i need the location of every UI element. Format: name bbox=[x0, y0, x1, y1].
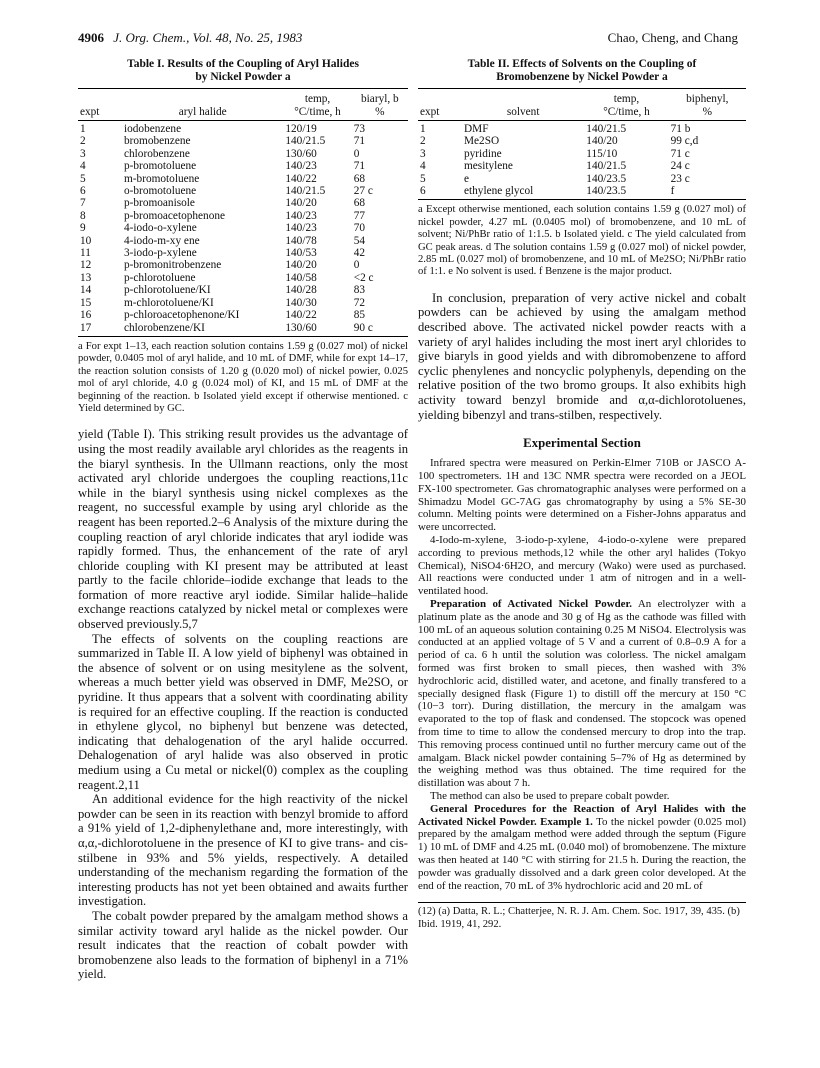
table2-col-yield: % bbox=[669, 106, 746, 121]
table2-cell-temp: 140/21.5 bbox=[586, 123, 627, 135]
table1-cell-temp: 120/19 bbox=[285, 123, 317, 135]
table-row bbox=[78, 297, 408, 309]
table1-cell-yield: 83 bbox=[353, 284, 365, 297]
table1-cell-yield: 77 bbox=[353, 209, 365, 222]
table2-cell-yield: f bbox=[669, 185, 746, 200]
table-row bbox=[418, 173, 746, 185]
table1-col-halide: aryl halide bbox=[122, 106, 283, 121]
table1-cell-temp: 140/28 bbox=[285, 284, 317, 297]
table1-cell-expt: 6 bbox=[80, 185, 86, 198]
table2-cell-temp: 140/23.5 bbox=[584, 185, 668, 200]
table1-cell-yield: 68 bbox=[353, 172, 365, 185]
table1-cell-temp: 140/78 bbox=[285, 234, 317, 247]
table1-cell-temp: 140/21.5 bbox=[285, 185, 326, 198]
table1-cell-halide: m-chlorotoluene/KI bbox=[124, 296, 214, 309]
table2-cell-yield: 99 c,d bbox=[670, 135, 699, 148]
table1-col-expt: expt bbox=[78, 106, 122, 121]
table1-cell-expt: 9 bbox=[80, 222, 86, 235]
table2-col-solvent: solvent bbox=[462, 106, 584, 121]
table1-cell-halide: m-bromotoluene bbox=[124, 172, 200, 185]
table-row bbox=[418, 121, 746, 136]
table-row bbox=[78, 197, 408, 209]
paragraph: In conclusion, preparation of very active nickel and cobalt powders can be achieved by using the amalgam method described above. The activated nickel powder reacts with a variety of aryl halides including the most inert aryl chlorides to give biaryls in good yields and with dibromobenzene to afford cyclic phenylenes and noncyclic polyphenyls, depending on the relative position of the two bromo groups. It also exhibits high activity toward benzyl bromide and α,α-dichlorotoluenes, yielding bibenzyl and trans-stilben, respectively. bbox=[418, 290, 746, 422]
table1-cell-expt: 13 bbox=[80, 271, 92, 284]
table1-cell-temp: 140/22 bbox=[285, 309, 317, 322]
journal-citation: J. Org. Chem., Vol. 48, No. 25, 1983 bbox=[113, 30, 303, 45]
table-row bbox=[78, 135, 408, 147]
table2-cell-temp: 140/21.5 bbox=[586, 160, 627, 173]
table2-cell-temp: 140/23.5 bbox=[586, 172, 627, 185]
table1-cell-expt: 10 bbox=[80, 234, 92, 247]
table1-cell-halide: p-chlorotoluene/KI bbox=[124, 284, 211, 297]
table1-cell-halide: iodobenzene bbox=[124, 123, 182, 135]
table1-cell-temp: 130/60 bbox=[285, 147, 317, 160]
conclusion-text bbox=[418, 291, 746, 422]
table1-cell-expt: 8 bbox=[80, 209, 86, 222]
subsection-title: General Procedures for the Reaction of Aryl Halides with the Activated Nickel Powder. Example 1. bbox=[418, 802, 746, 828]
table1-cell-yield: 73 bbox=[353, 123, 365, 135]
table2: temp, biphenyl, expt solvent °C/time, h % 1 DMF 140/21.5 71 b 2 Me2SO 140/20 99 c,d 3 pyridine 115/10 71 c 4 mesitylene 140/21.5 24 c 5 e 140/23.5 23 c 6 ethylene glycol 140/23.5 f bbox=[418, 88, 746, 200]
paragraph: The method can also be used to prepare cobalt powder. bbox=[430, 789, 670, 802]
table1-cell-halide: 3-iodo-p-xylene bbox=[124, 247, 197, 260]
table1-cell-halide: p-bromoacetophenone bbox=[124, 209, 226, 222]
table1-cell-yield: 71 bbox=[353, 160, 365, 173]
table-row bbox=[78, 222, 408, 234]
table1-cell-halide: p-bromonitrobenzene bbox=[124, 259, 222, 272]
table2-cell-yield: 23 c bbox=[670, 172, 690, 185]
table1-cell-expt: 5 bbox=[80, 172, 86, 185]
table1-cell-yield: 54 bbox=[353, 234, 365, 247]
table1-cell-expt: 15 bbox=[80, 296, 92, 309]
running-header bbox=[78, 30, 738, 48]
table-row bbox=[78, 284, 408, 296]
table1-cell-yield: <2 c bbox=[353, 271, 374, 284]
table1-cell-temp: 140/23 bbox=[285, 160, 317, 173]
table1-cell-temp: 140/53 bbox=[285, 247, 317, 260]
table2-cell-expt: 5 bbox=[420, 172, 426, 185]
table1-col-yield: % bbox=[352, 106, 408, 121]
table2-cell-expt: 2 bbox=[420, 135, 426, 148]
paragraph: The effects of solvents on the coupling reactions are summarized in Table II. A low yield of biphenyl was obtained in the absence of solvent or on using mesitylene as the solvent, whereas a much better yield was observed in DMF, Me2SO, or pyridine. It thus appears that a solvent with coordinating ability is required for an effective coupling. If the reaction is conducted in ethylene glycol, no biphenyl but benzene was detected, indicating that dehalogenation of the aryl halide occurred. Dehalogenation of aryl halide was also observed in protic medium using a Cu metal or nickel(0) complex as the coupling reagent.2,11 bbox=[78, 631, 408, 792]
paragraph: The cobalt powder prepared by the amalgam method shows a similar activity toward aryl halide as the nickel powder. Our result indicates that the reaction of cobalt powder with bromobenzene also leads to the formation of biphenyl in a 71% yield. bbox=[78, 908, 408, 982]
table1: temp, biaryl, b expt aryl halide °C/time, h % 1 iodobenzene 120/19 73 2 bromobenzene 140/21.5 71 3 chlorobenzene 130/60 0 4 p-bromotoluene 140/23 71 5 m-bromotoluene 140/22 68 6 o-bromotoluene 140/21.5 27 c 7 p-bromoanisole 140/20 68 8 p-bromoacetophenone 140/23 77 9 4-iodo-o-xylene 140/23 70 10 4-iodo-m-xy ene 140/78 54 11 3-iodo-p-xylene 140/53 42 12 p-bromonitrobenzene 140/20 0 13 p-chlorotoluene 140/58 <2 c 14 p-chlorotoluene/KI 140/28 83 15 m-chlorotoluene/KI 140/30 72 16 p-chloroacetophenone/KI 140/22 85 17 chlorobenzene/KI 130/60 90 c bbox=[78, 88, 408, 337]
table2-col-expt: expt bbox=[418, 106, 462, 121]
table1-cell-expt: 4 bbox=[80, 160, 86, 173]
table-row bbox=[78, 173, 408, 185]
table2-cell-expt: 3 bbox=[420, 147, 426, 160]
table1-cell-temp: 140/58 bbox=[285, 271, 317, 284]
table1-cell-temp: 140/20 bbox=[285, 259, 317, 272]
table1-cell-halide: 4-iodo-m-xy ene bbox=[124, 234, 200, 247]
table2-cell-solvent: ethylene glycol bbox=[462, 185, 584, 200]
table2-cell-yield: 71 c bbox=[670, 147, 690, 160]
table2-cell-expt: 4 bbox=[420, 160, 426, 173]
table1-cell-temp: 140/23 bbox=[285, 209, 317, 222]
table1-cell-temp: 140/21.5 bbox=[285, 135, 326, 148]
table2-cell-solvent: e bbox=[464, 172, 470, 185]
table-row bbox=[418, 148, 746, 160]
table1-cell-temp: 140/22 bbox=[285, 172, 317, 185]
table2-col-temp: °C/time, h bbox=[584, 106, 668, 121]
experimental-text bbox=[418, 457, 746, 892]
header-left bbox=[78, 30, 302, 46]
table1-cell-halide: chlorobenzene bbox=[124, 147, 190, 160]
table1-cell-expt: 17 bbox=[78, 322, 122, 337]
table1-cell-yield: 85 bbox=[353, 309, 365, 322]
table1-cell-expt: 3 bbox=[80, 147, 86, 160]
table2-cell-yield: 71 b bbox=[670, 123, 691, 135]
table1-caption: Table I. Results of the Coupling of Aryl Halides by Nickel Powder a bbox=[127, 58, 359, 83]
table1-cell-yield: 27 c bbox=[353, 185, 373, 198]
paragraph: General Procedures for the Reaction of Aryl Halides with the Activated Nickel Powder. Example 1. To the nickel powder (0.025 mol) prepared by the amalgam method were added through the septum (Figure 1) 10 mL of DMF and 4.25 mL (0.040 mol) of bromobenzene. The mixture was then heated at 140 °C with stirring for 21.5 h. During the reaction, the powder was gradually dissolved and a dark green color developed. At the end of the reaction, 70 mL of 3% hydrochloric acid and 20 mL of bbox=[418, 802, 746, 892]
table-row bbox=[418, 185, 746, 200]
table1-cell-halide: p-bromotoluene bbox=[124, 160, 197, 173]
table1-cell-halide: o-bromotoluene bbox=[124, 185, 197, 198]
paragraph: Infrared spectra were measured on Perkin-Elmer 710B or JASCO A-100 spectrometers. 1H and 13C NMR spectra were recorded on a JEOL FX-100 spectrometer. Gas chromatographic analyses were performed on a Shimadzu Model GC-7AG gas chromatography by using a 5% SE-30 column. Melting points were determined on a Fisher-Johns apparatus and were uncorrected. bbox=[418, 457, 746, 534]
reference-footnote: (12) (a) Datta, R. L.; Chatterjee, N. R. J. Am. Chem. Soc. 1917, 39, 435. (b) Ibid. 1919, 41, 292. bbox=[418, 902, 746, 931]
paragraph: yield (Table I). This striking result provides us the advantage of using the most readily available aryl chlorides as the reagents in the biaryl synthesis. In the Ullmann reactions, only the most activated aryl chloride undergoes the coupling reactions,11c while in the biaryl synthesis using nickel complexes as the reagent, no successful example by using aryl chloride as the reagent has been reported.2–6 Analysis of the mixture during the coupling reaction of aryl chloride indicates that aryl iodide was rapidly formed. Thus, the enhancement of the rate of aryl chloride coupling with KI present may be attributed at least partly to the facile chloride–iodide exchange that leads to the formation of more reactive aryl iodide. Similar halide–halide exchange reactions catalyzed by nickel metal or complexes were observed previously.5,7 bbox=[78, 427, 408, 632]
table1-cell-expt: 7 bbox=[80, 197, 86, 210]
header-authors: Chao, Cheng, and Chang bbox=[607, 30, 738, 45]
table1-cell-yield: 72 bbox=[353, 296, 365, 309]
table1-cell-yield: 71 bbox=[353, 135, 365, 148]
table-row bbox=[78, 322, 408, 337]
table-row bbox=[78, 309, 408, 321]
table1-cell-expt: 1 bbox=[80, 123, 86, 135]
table2-caption: Table II. Effects of Solvents on the Coupling of Bromobenzene by Nickel Powder a bbox=[467, 58, 697, 83]
table-row bbox=[78, 148, 408, 160]
table-row bbox=[78, 235, 408, 247]
table2-cell-solvent: Me2SO bbox=[464, 135, 500, 148]
table1-cell-halide: 4-iodo-o-xylene bbox=[124, 222, 197, 235]
table1-cell-expt: 16 bbox=[80, 309, 92, 322]
table-row bbox=[78, 160, 408, 172]
table1-cell-temp: 140/20 bbox=[285, 197, 317, 210]
section-title: Experimental Section bbox=[523, 436, 641, 451]
table2-cell-solvent: DMF bbox=[464, 123, 489, 135]
subsection-title: Preparation of Activated Nickel Powder. bbox=[430, 597, 633, 610]
page-number: 4906 bbox=[78, 30, 104, 45]
table2-cell-expt: 6 bbox=[418, 185, 462, 200]
left-column bbox=[78, 58, 408, 982]
table-row bbox=[78, 247, 408, 259]
paragraph: 4-Iodo-m-xylene, 3-iodo-p-xylene, 4-iodo-o-xylene were prepared according to previous methods,12 while the other aryl halides (Tokyo Chemical), NiSO4·6H2O, and mercury (Wako) were used as purchased. All reactions were conducted under 1 atm of nitrogen and in a well-ventilated hood. bbox=[418, 534, 746, 598]
left-body-text bbox=[78, 427, 408, 982]
table1-cell-yield: 68 bbox=[353, 197, 365, 210]
right-column bbox=[418, 58, 746, 931]
table1-cell-halide: chlorobenzene/KI bbox=[122, 322, 283, 337]
table1-cell-halide: p-chlorotoluene bbox=[124, 271, 196, 284]
table-row bbox=[78, 259, 408, 271]
table2-cell-yield: 24 c bbox=[670, 160, 690, 173]
table1-cell-expt: 14 bbox=[80, 284, 92, 297]
table1-cell-yield: 0 bbox=[353, 259, 360, 272]
table-row bbox=[78, 210, 408, 222]
table2-cell-temp: 140/20 bbox=[586, 135, 618, 148]
paragraph: Preparation of Activated Nickel Powder. An electrolyzer with a platinum plate as the anode and 30 g of Hg as the cathode was filled with 100 mL of an aqueous solution containing 0.25 M NiSO4. Electrolysis was conducted at an applied voltage of 5 V and a current of 0.8–0.9 A for a period of ca. 6 h until the solution was colorless. The nickel amalgam formed was first broken to small pieces, then washed with 3% hydrochloric acid, distilled water, and acetone, and finally transfered to a specially designed flask (Figure 1) to distill off the mercury at 150 °C (10−3 torr). During distillation, the mercury in the amalgam was evaporated to the top of flask and condensed. The stopcock was opened from time to time to allow the condensed mercury to drop into the trap. This removing process continued until no further mercury came out of the amalgam. Black nickel powder containing 5–7% of Hg as determined by the weighing method was thus obtained. The time required for the distillation was about 7 h. bbox=[418, 597, 746, 790]
table1-cell-yield: 70 bbox=[353, 222, 365, 235]
table1-footnote: a For expt 1–13, each reaction solution contains 1.59 g (0.027 mol) of nickel powder, 0.0405 mol of aryl halide, and 10 mL of DMF, while for expt 14–17, the reaction solution consists of 1.20 g (0.020 mol) of nickel powier, 0.025 mol of aryl chloride, 4.0 g (0.024 mol) of KI, and 15 mL of DMF at the beginning of the reaction. b Isolated yield except if otherwise mentioned. c Yield determined by GC. bbox=[78, 340, 408, 414]
table2-cell-solvent: pyridine bbox=[464, 147, 502, 160]
table1-cell-halide: bromobenzene bbox=[124, 135, 191, 148]
table1-cell-temp: 140/23 bbox=[285, 222, 317, 235]
table2-cell-solvent: mesitylene bbox=[464, 160, 513, 173]
table2-footnote: a Except otherwise mentioned, each solution contains 1.59 g (0.027 mol) of nickel powder, 4.27 mL (0.0405 mol) of bromobenzene, and 10 mL of solvent; Ni/PhBr ratio of 1:1.5. b Isolated yield. c The yield calculated from GC peak areas. d The solution contains 1.59 g (0.027 mol) of nickel powder, 2.85 mL (0.027 mol) of bromobenzene, and 10 mL of Me2SO; Ni/PhBr ratio of 1:1. e No solvent is used. f Benzene is the major product. bbox=[418, 204, 746, 278]
table1-cell-temp: 140/30 bbox=[285, 296, 317, 309]
paragraph: An additional evidence for the high reactivity of the nickel powder can be seen in its reaction with benzyl bromide to afford a 91% yield of 1,2-diphenylethane and, more interestingly, with α,α,-dichlorotoluene in the presence of KI to give trans- and cis-stilbene in 93% and 5% yields, respectively. A detailed understanding of the mechanism regarding the formation of the interesting products has not yet been obtained and awaits further investigation. bbox=[78, 792, 408, 909]
table1-cell-expt: 11 bbox=[80, 247, 91, 260]
table2-cell-expt: 1 bbox=[420, 123, 426, 135]
table1-cell-temp: 130/60 bbox=[283, 322, 351, 337]
table1-cell-yield: 90 c bbox=[352, 322, 408, 337]
table2-cell-temp: 115/10 bbox=[586, 147, 618, 160]
table1-cell-expt: 2 bbox=[80, 135, 86, 148]
table-row bbox=[78, 185, 408, 197]
table1-cell-halide: p-bromoanisole bbox=[124, 197, 195, 210]
table-row bbox=[418, 160, 746, 172]
table1-cell-expt: 12 bbox=[80, 259, 92, 272]
table1-cell-yield: 42 bbox=[353, 247, 365, 260]
table1-cell-yield: 0 bbox=[353, 147, 360, 160]
table1-cell-halide: p-chloroacetophenone/KI bbox=[124, 309, 240, 322]
table1-col-temp: °C/time, h bbox=[283, 106, 351, 121]
table-row bbox=[418, 135, 746, 147]
table-row bbox=[78, 121, 408, 136]
table-row bbox=[78, 272, 408, 284]
